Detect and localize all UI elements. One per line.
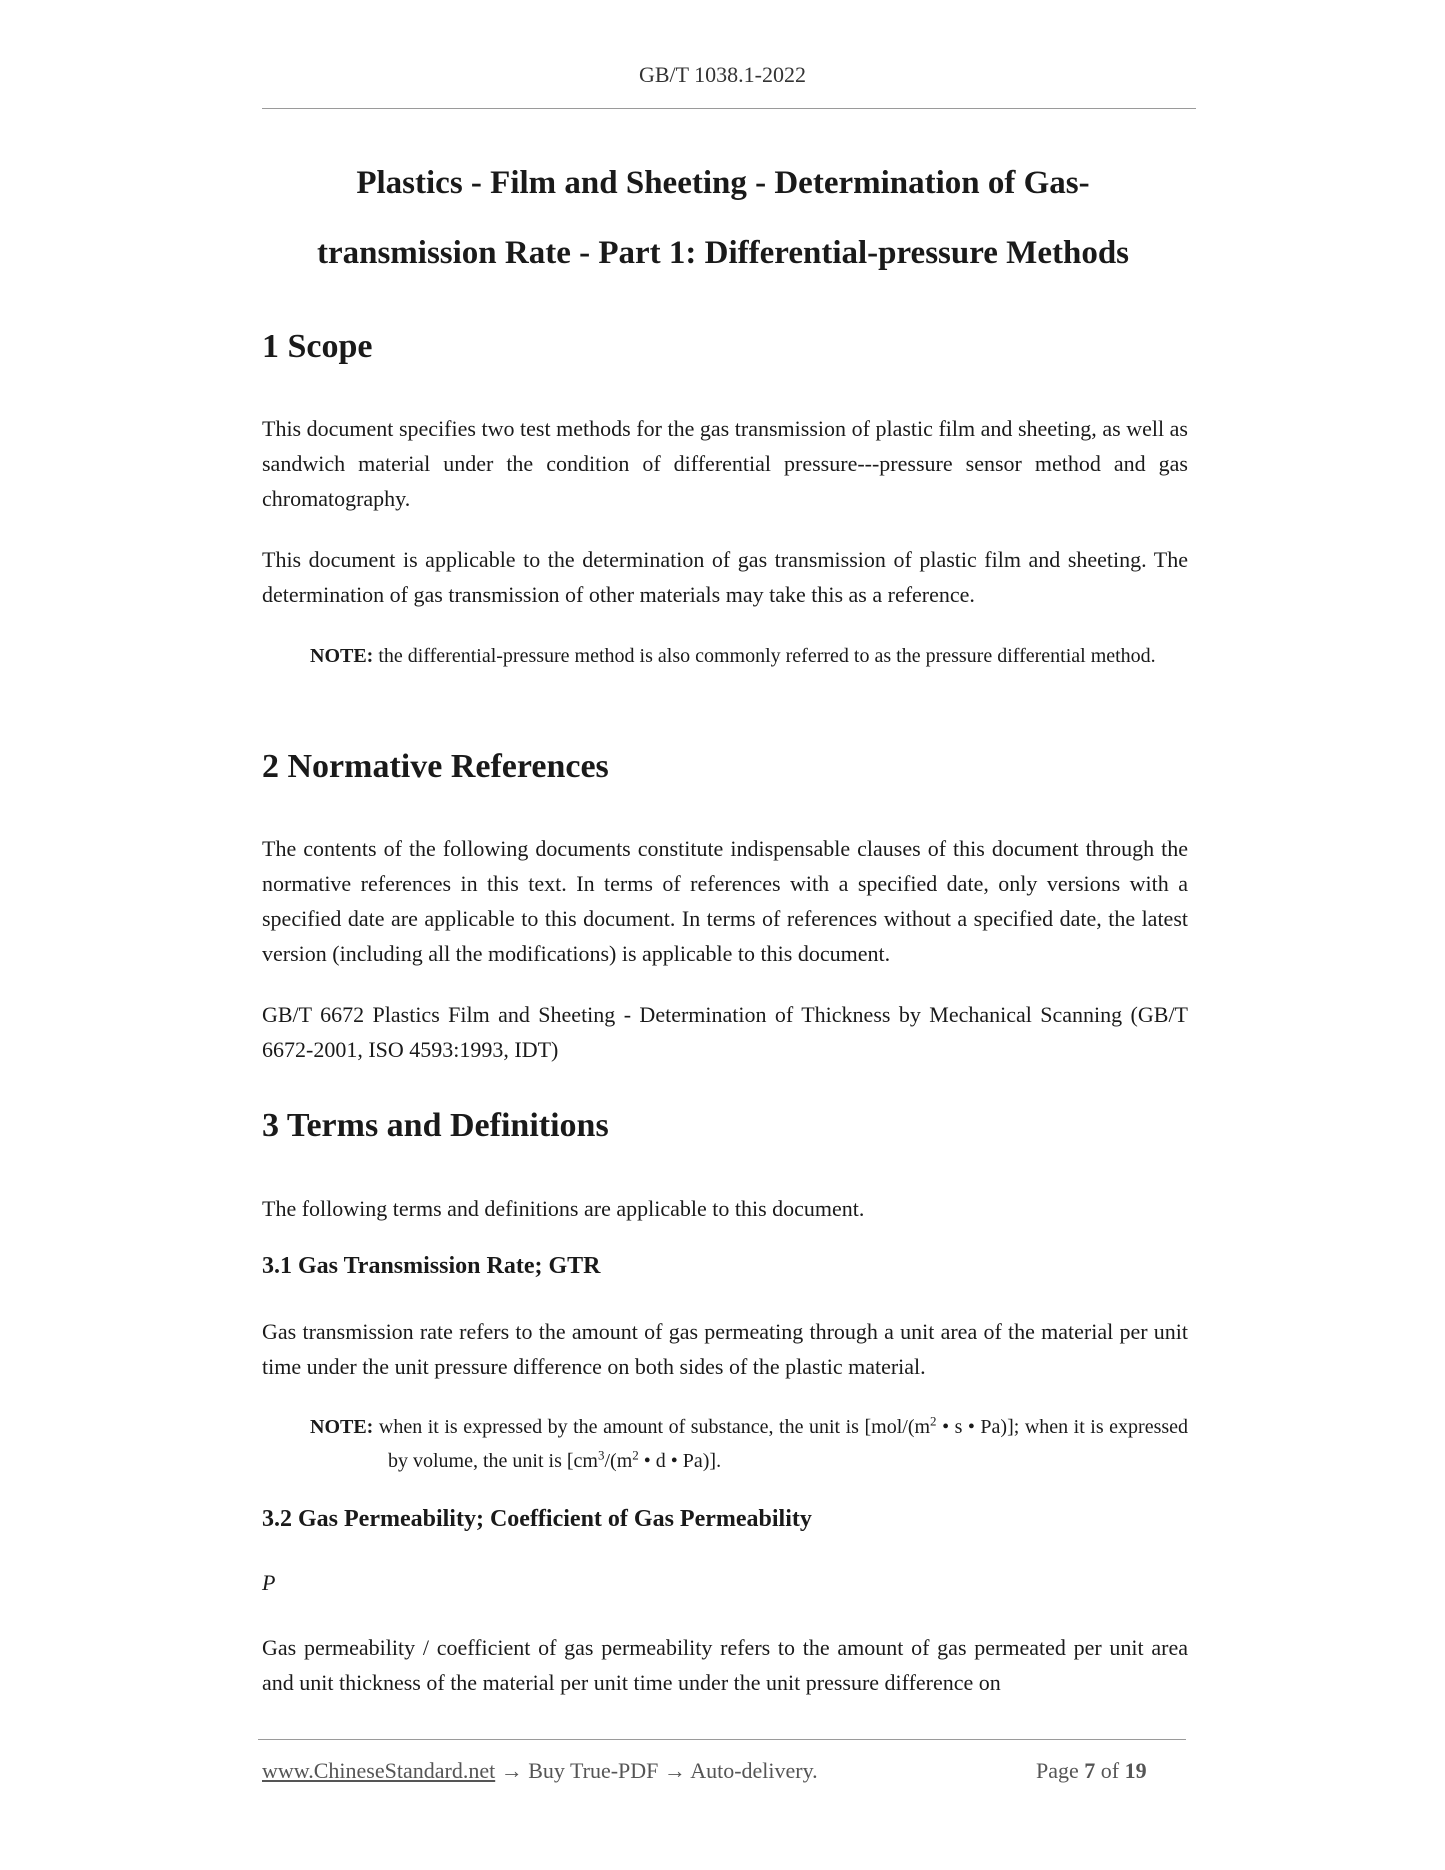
note-text-part: when it is expressed by the amount of substance, the unit is [mol/(m — [378, 1416, 931, 1438]
scope-paragraph-2: This document is applicable to the determination of gas transmission of plastic film and sheeting. The determination of gas transmission of other materials may take this as a reference. — [262, 547, 1188, 607]
total-pages: 19 — [1124, 1758, 1147, 1783]
document-code-header: GB/T 1038.1-2022 — [638, 62, 807, 87]
page-label: Page — [1036, 1758, 1079, 1783]
superscript: 2 — [632, 1447, 639, 1463]
title-line-2: transmission Rate - Part 1: Differential-pressure Methods — [316, 235, 1130, 271]
section-1-heading: 1 Scope — [262, 328, 373, 365]
section-2-heading: 2 Normative References — [262, 748, 609, 785]
term-3-1-heading: 3.1 Gas Transmission Rate; GTR — [262, 1253, 601, 1279]
note-text-part: • s • Pa)]; when it is expressed by volume, the unit is [cm — [388, 1416, 1189, 1472]
note-label: NOTE: — [310, 1416, 374, 1438]
note-label: NOTE: — [310, 645, 374, 667]
superscript: 3 — [597, 1447, 605, 1463]
section-3-heading: 3 Terms and Definitions — [262, 1107, 609, 1144]
title-line-1: Plastics - Film and Sheeting - Determination of Gas- — [356, 165, 1090, 201]
note-text-part: /(m — [604, 1450, 633, 1472]
term-3-2-heading: 3.2 Gas Permeability; Coefficient of Gas Permeability — [262, 1506, 812, 1532]
website-link[interactable]: www.ChineseStandard.net — [262, 1758, 496, 1783]
footer-promo — [262, 1758, 818, 1784]
footer-promo-text: → Buy True-PDF → Auto-delivery. — [495, 1758, 818, 1783]
term-3-1-definition: Gas transmission rate refers to the amount of gas permeating through a unit area of the material per unit time under the unit pressure difference on both sides of the plastic material. — [262, 1319, 1188, 1379]
term-3-2-definition: Gas permeability / coefficient of gas permeability refers to the amount of gas permeated per unit area and unit thickness of the material per unit time under the unit pressure difference on — [262, 1635, 1188, 1695]
footer-rule — [258, 1739, 1186, 1740]
normative-paragraph-1: The contents of the following documents constitute indispensable clauses of this document through the normative references in this text. In terms of references with a specified date, only versions with a specified date are applicable to this document. In terms of references without a specified date, the latest version (including all the modifications) is applicable to this document. — [262, 836, 1188, 966]
scope-note — [310, 639, 1188, 673]
term-3-2-symbol: P — [262, 1570, 276, 1595]
of-label: of — [1100, 1758, 1120, 1783]
note-text-part: • d • Pa)]. — [638, 1450, 722, 1472]
term-3-1-note — [310, 1410, 1188, 1478]
current-page: 7 — [1084, 1758, 1096, 1783]
terms-intro: The following terms and definitions are applicable to this document. — [262, 1196, 865, 1221]
normative-reference-item: GB/T 6672 Plastics Film and Sheeting - Determination of Thickness by Mechanical Scanning (GB/T 6672-2001, ISO 4593:1993, IDT) — [262, 1002, 1188, 1062]
superscript: 2 — [930, 1413, 937, 1429]
document-title — [258, 148, 1188, 288]
header-rule — [262, 108, 1196, 109]
scope-paragraph-1: This document specifies two test methods for the gas transmission of plastic film and sheeting, as well as sandwich material under the condition of differential pressure---pressure sensor method and gas chromatography. — [262, 416, 1188, 511]
page-number — [1036, 1758, 1147, 1784]
note-text: the differential-pressure method is also commonly referred to as the pressure differential method. — [378, 645, 1156, 667]
